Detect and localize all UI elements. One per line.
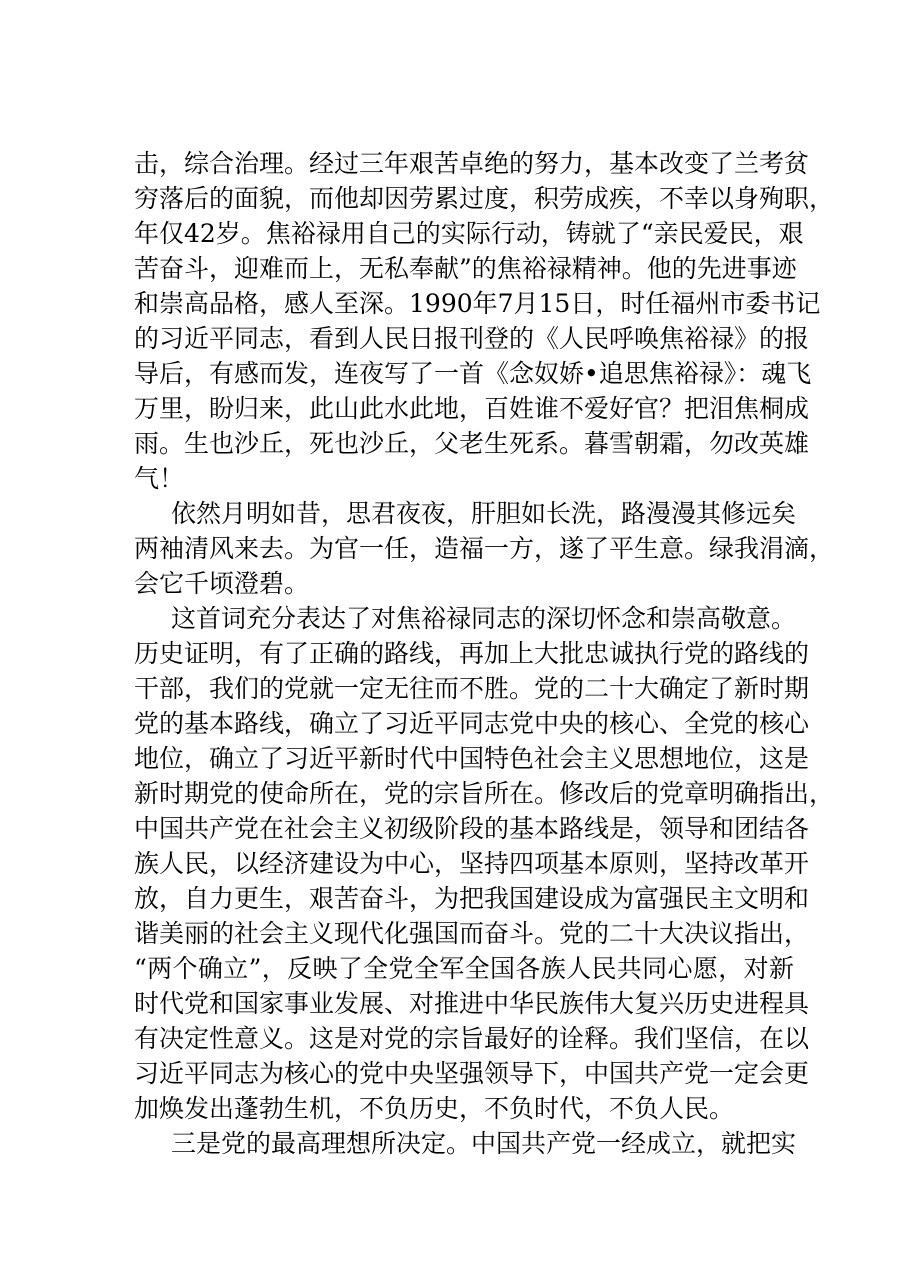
text-line: 导后，有感而发，连夜写了一首《念奴娇•追思焦裕禄》：魂飞 [134, 359, 812, 388]
text-line: 有决定性意义。这是对党的宗旨最好的诠释。我们坚信，在以 [134, 1024, 810, 1053]
text-line: 穷落后的面貌，而他却因劳累过度，积劳成疾，不幸以身殉职， [134, 184, 835, 213]
text-line: 雨。生也沙丘，死也沙丘，父老生死系。暮雪朝霜，勿改英雄 [134, 429, 810, 458]
text-line: “两个确立”，反映了全党全军全国各族人民共同心愿，对新 [134, 954, 794, 983]
text-line: 气！ [134, 464, 185, 493]
text-line: 中国共产党在社会主义初级阶段的基本路线是，领导和团结各 [134, 814, 810, 843]
text-line: 三是党的最高理想所决定。中国共产党一经成立，就把实 [171, 1129, 797, 1158]
text-line: 谐美丽的社会主义现代化强国而奋斗。党的二十大决议指出， [134, 919, 810, 948]
text-line: 时代党和国家事业发展、对推进中华民族伟大复兴历史进程具 [134, 989, 810, 1018]
text-line: 习近平同志为核心的党中央坚强领导下，中国共产党一定会更 [134, 1059, 810, 1088]
text-line: 会它千顷澄碧。 [134, 569, 310, 598]
text-line: 地位，确立了习近平新时代中国特色社会主义思想地位，这是 [134, 744, 810, 773]
text-line: 加焕发出蓬勃生机，不负历史，不负时代，不负人民。 [134, 1094, 735, 1123]
text-line: 族人民，以经济建设为中心，坚持四项基本原则，坚持改革开 [134, 849, 810, 878]
text-line: 万里，盼归来，此山此水此地，百姓谁不爱好官？把泪焦桐成 [134, 394, 810, 423]
text-line: 击，综合治理。经过三年艰苦卓绝的努力，基本改变了兰考贫 [134, 149, 810, 178]
text-line: 新时期党的使命所在，党的宗旨所在。修改后的党章明确指出， [134, 779, 835, 808]
text-line: 放，自力更生，艰苦奋斗，为把我国建设成为富强民主文明和 [134, 884, 810, 913]
text-line: 年仅42岁。焦裕禄用自己的实际行动，铸就了“亲民爱民，艰 [134, 219, 804, 248]
text-line: 干部，我们的党就一定无往而不胜。党的二十大确定了新时期 [134, 674, 810, 703]
text-line: 的习近平同志，看到人民日报刊登的《人民呼唤焦裕禄》的报 [134, 324, 810, 353]
text-line: 历史证明，有了正确的路线，再加上大批忠诚执行党的路线的 [134, 639, 810, 668]
text-line: 党的基本路线，确立了习近平同志党中央的核心、全党的核心 [134, 709, 810, 738]
text-line: 依然月明如昔，思君夜夜，肝胆如长洗，路漫漫其修远矣 [171, 499, 797, 528]
text-line: 两袖清风来去。为官一任，造福一方，遂了平生意。绿我涓滴， [134, 534, 835, 563]
text-line: 和崇高品格，感人至深。1990年7月15日，时任福州市委书记 [134, 289, 821, 318]
text-line: 这首词充分表达了对焦裕禄同志的深切怀念和崇高敬意。 [171, 604, 797, 633]
text-line: 苦奋斗，迎难而上，无私奉献”的焦裕禄精神。他的先进事迹 [134, 254, 797, 283]
